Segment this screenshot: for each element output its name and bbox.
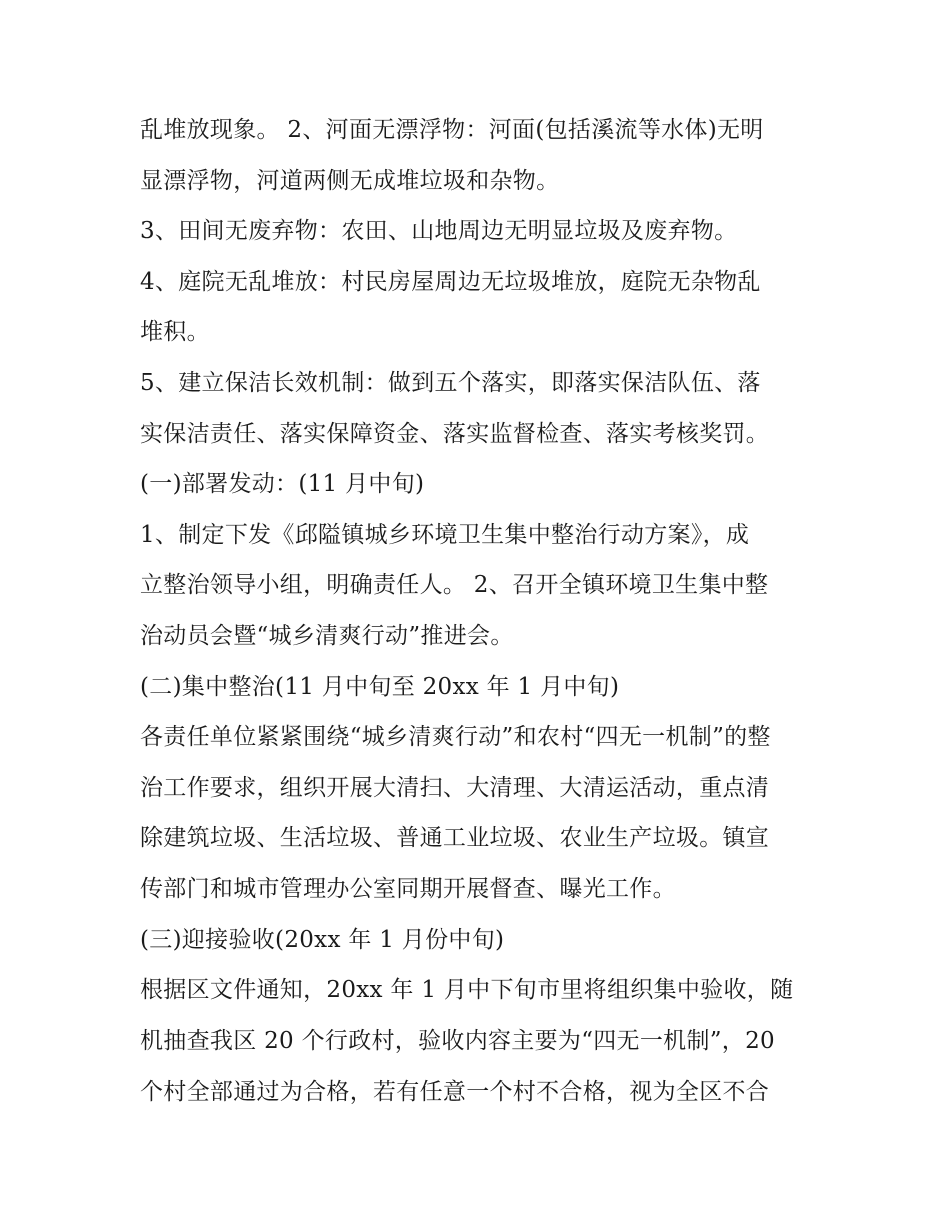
text-line: 治工作要求，组织开展大清扫、大清理、大清运活动，重点清 [140, 775, 770, 801]
text-line: 堆积。 [140, 319, 210, 345]
text-line: 除建筑垃圾、生活垃圾、普通工业垃圾、农业生产垃圾。镇宣 [140, 825, 770, 851]
section-heading: (三)迎接验收(20xx 年 1 月份中旬) [140, 927, 505, 953]
text-line: 传部门和城市管理办公室同期开展督查、曝光工作。 [140, 876, 676, 902]
text-line: 4、庭院无乱堆放：村民房屋周边无垃圾堆放，庭院无杂物乱 [140, 269, 761, 295]
text-line: 3、田间无废弃物：农田、山地周边无明显垃圾及废弃物。 [140, 218, 738, 244]
text-line: 乱堆放现象。 2、河面无漂浮物：河面(包括溪流等水体)无明 [140, 117, 764, 143]
text-line: 各责任单位紧紧围绕“城乡清爽行动”和农村“四无一机制”的整 [140, 724, 771, 750]
text-line: 根据区文件通知，20xx 年 1 月中下旬市里将组织集中验收，随 [140, 977, 794, 1003]
section-heading: (二)集中整治(11 月中旬至 20xx 年 1 月中旬) [140, 674, 620, 700]
text-line: 治动员会暨“城乡清爽行动”推进会。 [140, 623, 514, 649]
text-line: 个村全部通过为合格，若有任意一个村不合格，视为全区不合 [140, 1079, 770, 1105]
text-line: 显漂浮物，河道两侧无成堆垃圾和杂物。 [140, 168, 560, 194]
text-line: 实保洁责任、落实保障资金、落实监督检查、落实考核奖罚。 [140, 421, 770, 447]
section-heading: (一)部署发动：(11 月中旬) [140, 471, 425, 497]
text-line: 机抽查我区 20 个行政村，验收内容主要为“四无一机制”，20 [140, 1028, 775, 1054]
text-line: 5、建立保洁长效机制：做到五个落实，即落实保洁队伍、落 [140, 370, 761, 396]
text-line: 1、制定下发《邱隘镇城乡环境卫生集中整治行动方案》，成 [140, 522, 750, 548]
text-line: 立整治领导小组，明确责任人。 2、召开全镇环境卫生集中整 [140, 572, 769, 598]
